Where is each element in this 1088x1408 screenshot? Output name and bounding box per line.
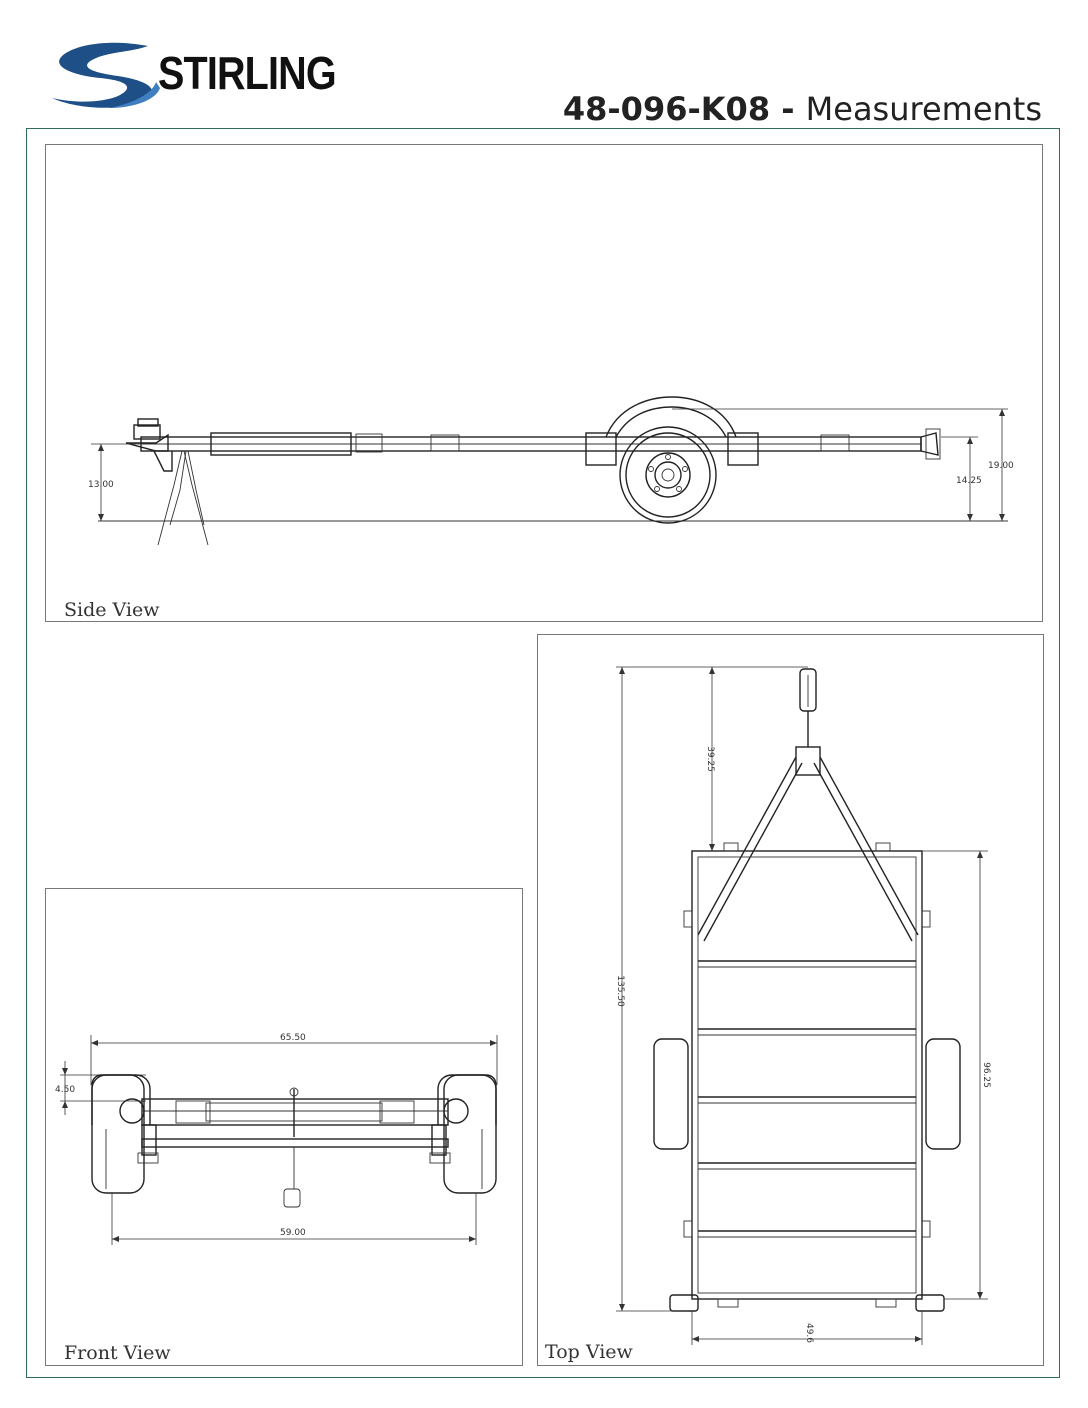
dim-tongue-height: 13.00 — [88, 480, 114, 490]
title-separator: - — [770, 90, 806, 128]
dim-overall-height: 19.00 — [988, 461, 1014, 471]
dim-bed-width: 49.6 — [804, 1322, 814, 1344]
side-view-label: Side View — [64, 599, 160, 621]
side-view-panel — [45, 144, 1043, 622]
front-view-drawing — [46, 889, 524, 1367]
dim-bed-length: 96.25 — [981, 1062, 991, 1088]
document-title — [563, 90, 1042, 128]
dim-rear-frame-height: 14.25 — [956, 476, 982, 486]
top-view-drawing — [538, 635, 1045, 1367]
front-view-label: Front View — [64, 1342, 171, 1364]
dim-overall-width: 65.50 — [280, 1033, 306, 1043]
brand-name: STIRLING — [158, 47, 336, 99]
side-view-drawing — [46, 145, 1044, 623]
front-view-panel — [45, 888, 523, 1366]
dim-fender-height: 4.50 — [55, 1085, 76, 1095]
part-number: 48-096-K08 — [562, 90, 771, 128]
top-view-label: Top View — [545, 1341, 633, 1363]
dim-tongue-length: 39.25 — [705, 746, 715, 772]
dim-overall-length: 135.50 — [615, 975, 625, 1007]
title-text: Measurements — [805, 90, 1042, 128]
dim-track-width: 59.00 — [280, 1228, 306, 1238]
top-view-panel — [537, 634, 1044, 1366]
